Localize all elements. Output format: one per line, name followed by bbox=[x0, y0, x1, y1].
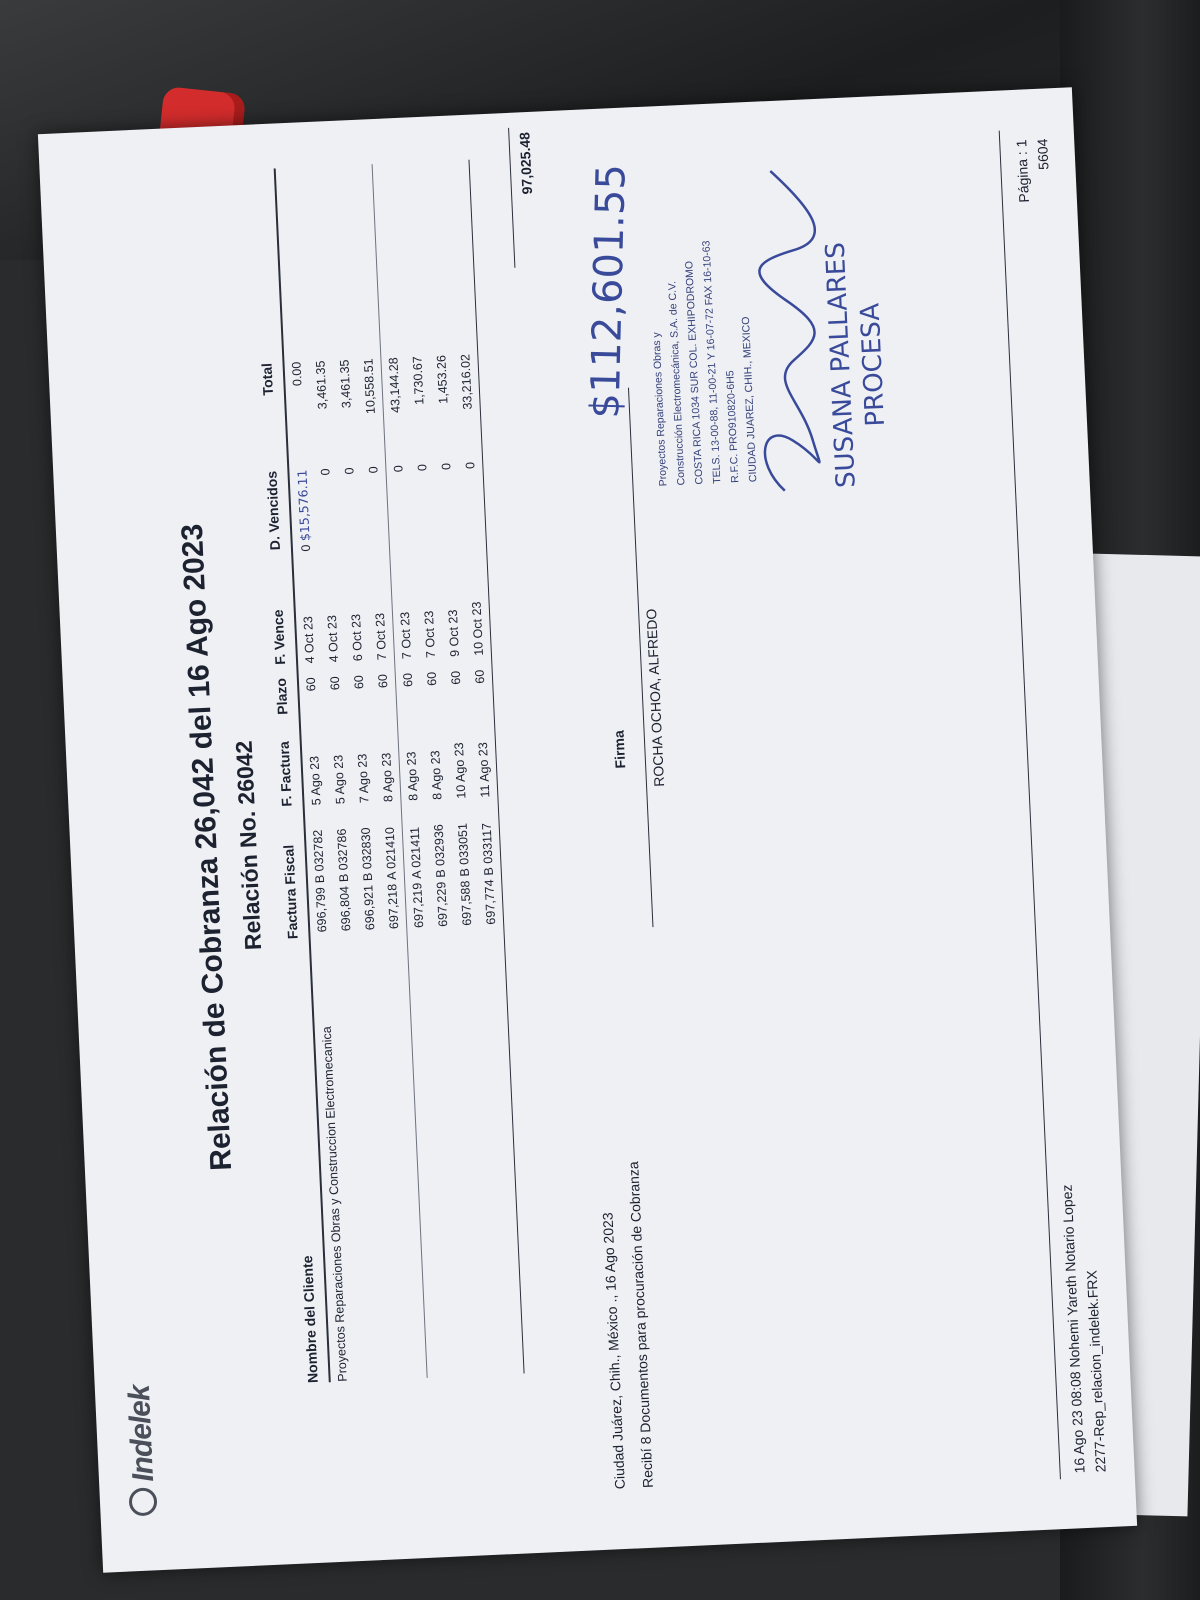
cell-f-factura: 5 Ago 23 bbox=[331, 754, 348, 805]
footer-rule bbox=[999, 131, 1061, 1480]
cell-fiscal: B 033051 bbox=[455, 822, 472, 877]
handwritten-company: PROCESA bbox=[855, 302, 891, 428]
page-code: 5604 bbox=[1034, 138, 1052, 171]
client-name: Proyectos Reparaciones Obras y Construccion Electromecanica bbox=[319, 1025, 350, 1382]
cell-d-vencidos: 0 bbox=[366, 466, 381, 474]
handwritten-signature bbox=[739, 136, 895, 502]
cell-factura: 696,921 bbox=[361, 884, 378, 931]
cell-fiscal: B 032782 bbox=[310, 829, 328, 884]
cell-plazo: 60 bbox=[448, 670, 464, 686]
cell-factura: 697,229 bbox=[434, 881, 451, 928]
logo-icon bbox=[128, 1487, 157, 1516]
cell-d-vencidos: 0 bbox=[439, 462, 454, 471]
cell-f-vence: 7 Oct 23 bbox=[421, 610, 439, 659]
grand-total: 97,025.48 bbox=[516, 131, 536, 195]
cell-factura: 697,588 bbox=[458, 880, 475, 927]
cell-d-vencidos: 0 bbox=[391, 464, 406, 473]
stamp-line: Construcción Electromecánica, S.A. de C.V. bbox=[666, 280, 688, 486]
header-f-factura: F. Factura bbox=[275, 740, 295, 807]
cell-fiscal: B 033117 bbox=[479, 822, 496, 876]
cell-plazo: 60 bbox=[400, 672, 416, 688]
cell-total: 3,461.35 bbox=[337, 359, 354, 409]
cell-fiscal: B 032936 bbox=[431, 823, 449, 879]
cell-factura: 697,774 bbox=[482, 879, 499, 925]
cell-d-vencidos: 0 bbox=[463, 461, 478, 470]
cell-f-vence: 4 Oct 23 bbox=[324, 614, 342, 663]
cell-plazo: 60 bbox=[472, 669, 488, 684]
indelek-logo: Indelek bbox=[123, 1385, 163, 1517]
place-date: Ciudad Juárez, Chih., México ., 16 Ago 2023 bbox=[599, 1212, 628, 1490]
header-client: Nombre del Cliente bbox=[299, 1255, 321, 1384]
cell-factura: 697,219 bbox=[410, 882, 427, 929]
total-rule bbox=[508, 128, 515, 268]
footer-page bbox=[1011, 138, 1058, 250]
page-title: Relación de Cobranza 26,042 del 16 Ago 2023 bbox=[175, 523, 239, 1172]
cell-total: 1,453.26 bbox=[434, 354, 451, 405]
cell-fiscal: B 032830 bbox=[358, 827, 376, 882]
document-content bbox=[38, 87, 1137, 1572]
header-fiscal: Fiscal bbox=[280, 844, 299, 885]
received-note: Recibí 8 Documentos para procuración de Cobranza bbox=[625, 1161, 656, 1489]
cell-f-vence: 10 Oct 23 bbox=[469, 601, 486, 657]
cell-f-factura: 10 Ago 23 bbox=[451, 742, 469, 800]
document-paper bbox=[38, 87, 1137, 1572]
cell-d-vencidos: 0 bbox=[342, 467, 357, 475]
handwritten-total: $112,601.55 bbox=[582, 163, 635, 420]
footer-timestamp: 16 Ago 23 08:08 Nohemi Yareth Notario Lopez bbox=[1058, 1184, 1088, 1474]
relation-number: Relación No. 26042 bbox=[230, 740, 267, 951]
cell-plazo: 60 bbox=[351, 674, 367, 690]
cell-factura: 697,218 bbox=[385, 883, 402, 930]
cell-f-factura: 8 Ago 23 bbox=[428, 750, 445, 801]
cell-fiscal: A 021411 bbox=[407, 826, 425, 880]
stamp-line: COSTA RICA 1034 SUR COL. EXHIPODROMO bbox=[683, 260, 706, 485]
cell-total: 33,216.02 bbox=[458, 353, 475, 410]
cell-fiscal: B 032786 bbox=[334, 828, 352, 883]
cell-total: 0.00 bbox=[289, 361, 305, 387]
cell-plazo: 60 bbox=[327, 675, 343, 691]
cell-f-factura: 11 Ago 23 bbox=[475, 741, 493, 798]
cell-total: 1,730.67 bbox=[410, 355, 427, 406]
cell-plazo: 60 bbox=[424, 671, 440, 687]
cell-f-vence: 4 Oct 23 bbox=[301, 615, 318, 664]
cell-f-vence: 9 Oct 23 bbox=[445, 609, 463, 658]
header-f-vence: F. Vence bbox=[269, 609, 289, 666]
page-number: Página : 1 bbox=[1013, 139, 1032, 203]
footer-info bbox=[1057, 1183, 1112, 1474]
cell-plazo: 60 bbox=[303, 677, 319, 692]
header-factura: Factura bbox=[282, 888, 301, 940]
cell-plazo: 60 bbox=[375, 673, 391, 689]
cell-fiscal: A 021410 bbox=[382, 826, 400, 881]
cell-f-factura: 7 Ago 23 bbox=[355, 753, 372, 804]
stamp-line: CIUDAD JUAREZ, CHIH., MEXICO bbox=[739, 316, 760, 483]
cell-f-factura: 8 Ago 23 bbox=[379, 752, 396, 803]
cell-d-vencidos: 0 $15,576.11 bbox=[293, 469, 313, 552]
header-plazo: Plazo bbox=[272, 677, 291, 716]
stamp-line: Proyectos Reparaciones Obras y bbox=[650, 332, 670, 487]
signature-label: Firma bbox=[610, 730, 629, 769]
cell-f-vence: 7 Oct 23 bbox=[397, 611, 415, 660]
cell-f-vence: 6 Oct 23 bbox=[348, 613, 366, 662]
cell-factura: 696,799 bbox=[313, 886, 330, 933]
stamp-line: TELS. 13-00-88, 11-00-21 Y 16-07-72 FAX 16-10-63 bbox=[700, 240, 724, 485]
cell-d-vencidos: 0 bbox=[318, 468, 333, 476]
footer-report-file: 2277-Rep_relacion_indelek.FRX bbox=[1083, 1269, 1109, 1473]
cell-f-factura: 8 Ago 23 bbox=[404, 751, 421, 802]
cell-total: 43,144.28 bbox=[386, 357, 403, 414]
header-total: Total bbox=[258, 362, 276, 396]
cell-f-factura: 5 Ago 23 bbox=[307, 755, 324, 806]
header-d-vencidos: D. Vencidos bbox=[263, 470, 283, 551]
stamp-line: R.F.C. PRO910820-6H5 bbox=[724, 370, 742, 484]
cell-f-vence: 7 Oct 23 bbox=[372, 612, 390, 661]
cell-d-vencidos: 0 bbox=[415, 463, 430, 472]
cell-total: 3,461.35 bbox=[313, 360, 330, 410]
cell-total: 10,558.51 bbox=[361, 358, 378, 415]
handwritten-name: SUSANA PALLARES bbox=[820, 241, 862, 489]
cell-factura: 696,804 bbox=[337, 885, 354, 932]
handwritten-row-total: $15,576.11 bbox=[293, 469, 313, 542]
invoice-table bbox=[250, 160, 525, 1384]
signer-name: ROCHA OCHOA, ALFREDO bbox=[643, 608, 668, 788]
